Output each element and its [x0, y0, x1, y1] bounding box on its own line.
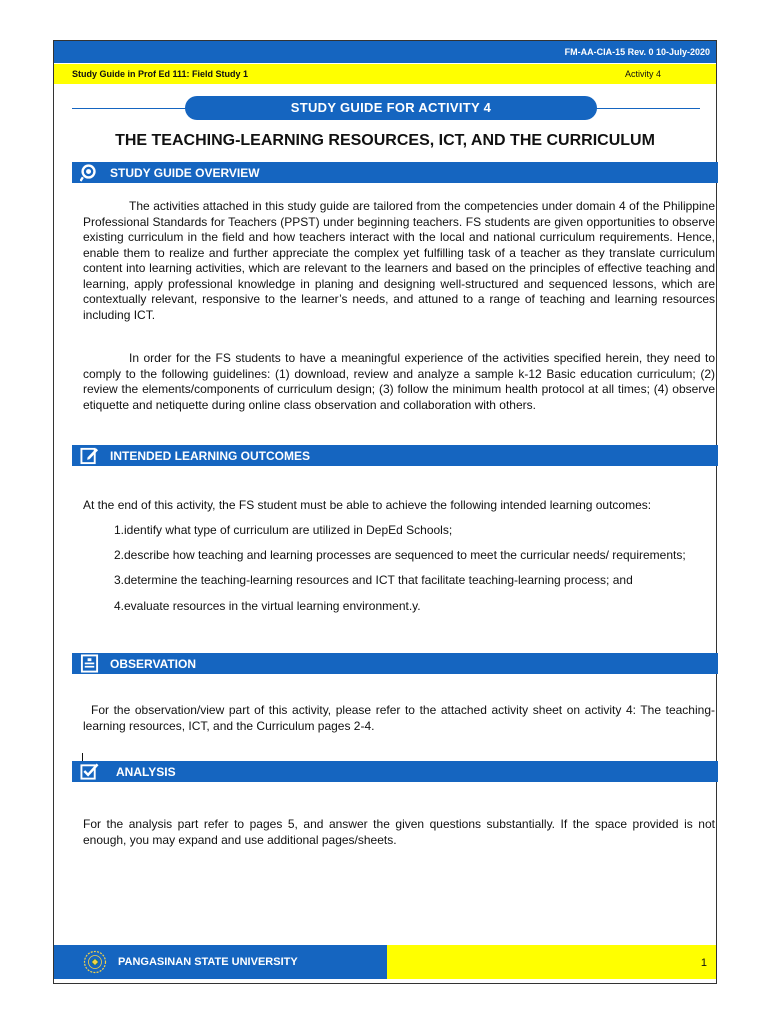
course-title: Study Guide in Prof Ed 111: Field Study 1: [72, 69, 249, 79]
header-top-bar: [54, 41, 716, 63]
footer-university-bar: [54, 945, 387, 979]
outcome-item-3: 3.determine the teaching-learning resources and ICT that facilitate teaching-learning process; and: [114, 573, 633, 587]
footer-page-bar: [387, 945, 716, 979]
section-analysis-bar: [72, 761, 718, 782]
observation-text: For the observation/view part of this activity, please refer to the attached activity sheet on activity 4: The teaching-learning resources, ICT, and the Curriculum pages 2-4.: [83, 703, 715, 733]
section-outcomes-heading: INTENDED LEARNING OUTCOMES: [110, 449, 311, 463]
section-observation-heading: OBSERVATION: [110, 657, 197, 671]
header-course-bar: [54, 64, 716, 84]
magnifier-icon: [80, 163, 99, 182]
outcome-item-1: 1.identify what type of curriculum are utilized in DepEd Schools;: [114, 523, 453, 537]
footer-university-name: PANGASINAN STATE UNIVERSITY: [118, 956, 298, 968]
edit-icon: [80, 446, 99, 465]
guide-title: STUDY GUIDE FOR ACTIVITY 4: [185, 96, 597, 120]
checkbox-icon: [80, 762, 99, 781]
page-number: 1: [700, 957, 707, 969]
section-analysis-heading: ANALYSIS: [116, 765, 176, 779]
outcome-item-4: 4.evaluate resources in the virtual learning environment.y.: [114, 599, 421, 613]
overview-paragraph-1: The activities attached in this study guide are tailored from the competencies under domain 4 of the Philippine Professional Standards for Teachers (PPST) under beginning teachers. FS students are given opportunities to observe existing curriculum in the field and how teachers interact with the local and national curriculum requirements. Hence, enable them to realize and further appreciate the complex yet fulfilling task of a teacher as they translate curriculum content into learning activities, which are relevant to the learners and based on the principles of effective teaching and learning, apply professional knowledge in planing and designing well-structured and sequenced lessons, which are contextually relevant, responsive to the learner’s needs, and attuned to a range of teaching and learning resources including ICT.: [83, 199, 715, 322]
analysis-text: For the analysis part refer to pages 5, and answer the given questions substantially. If the space provided is not enough, you may expand and use additional pages/sheets.: [83, 817, 715, 847]
outcome-item-2: 2.describe how teaching and learning processes are sequenced to meet the curricular needs/ requirements;: [114, 548, 686, 562]
overview-paragraph-2: In order for the FS students to have a meaningful experience of the activities specified herein, they need to comply to the following guidelines: (1) download, review and analyze a sample k-12 Basic education curriculum; (2) review the elements/components of curriculum design; (3) follow the minimum health protocol at all times; (4) observe etiquette and netiquette during online class observation and collaboration with others.: [83, 351, 715, 412]
section-outcomes-bar: [72, 445, 718, 466]
activity-label: Activity 4: [625, 69, 662, 79]
clipboard-icon: [80, 654, 99, 673]
section-observation-bar: [72, 653, 718, 674]
main-title: THE TEACHING-LEARNING RESOURCES, ICT, AND THE CURRICULUM: [115, 132, 655, 149]
outcomes-intro: At the end of this activity, the FS student must be able to achieve the following intended learning outcomes:: [83, 498, 652, 512]
university-seal-icon: [83, 950, 107, 974]
section-overview-bar: [72, 162, 718, 183]
form-code: FM-AA-CIA-15 Rev. 0 10-July-2020: [564, 47, 710, 57]
section-overview-heading: STUDY GUIDE OVERVIEW: [110, 166, 260, 180]
text-cursor-mark: [82, 753, 83, 761]
document-page: [53, 40, 717, 984]
